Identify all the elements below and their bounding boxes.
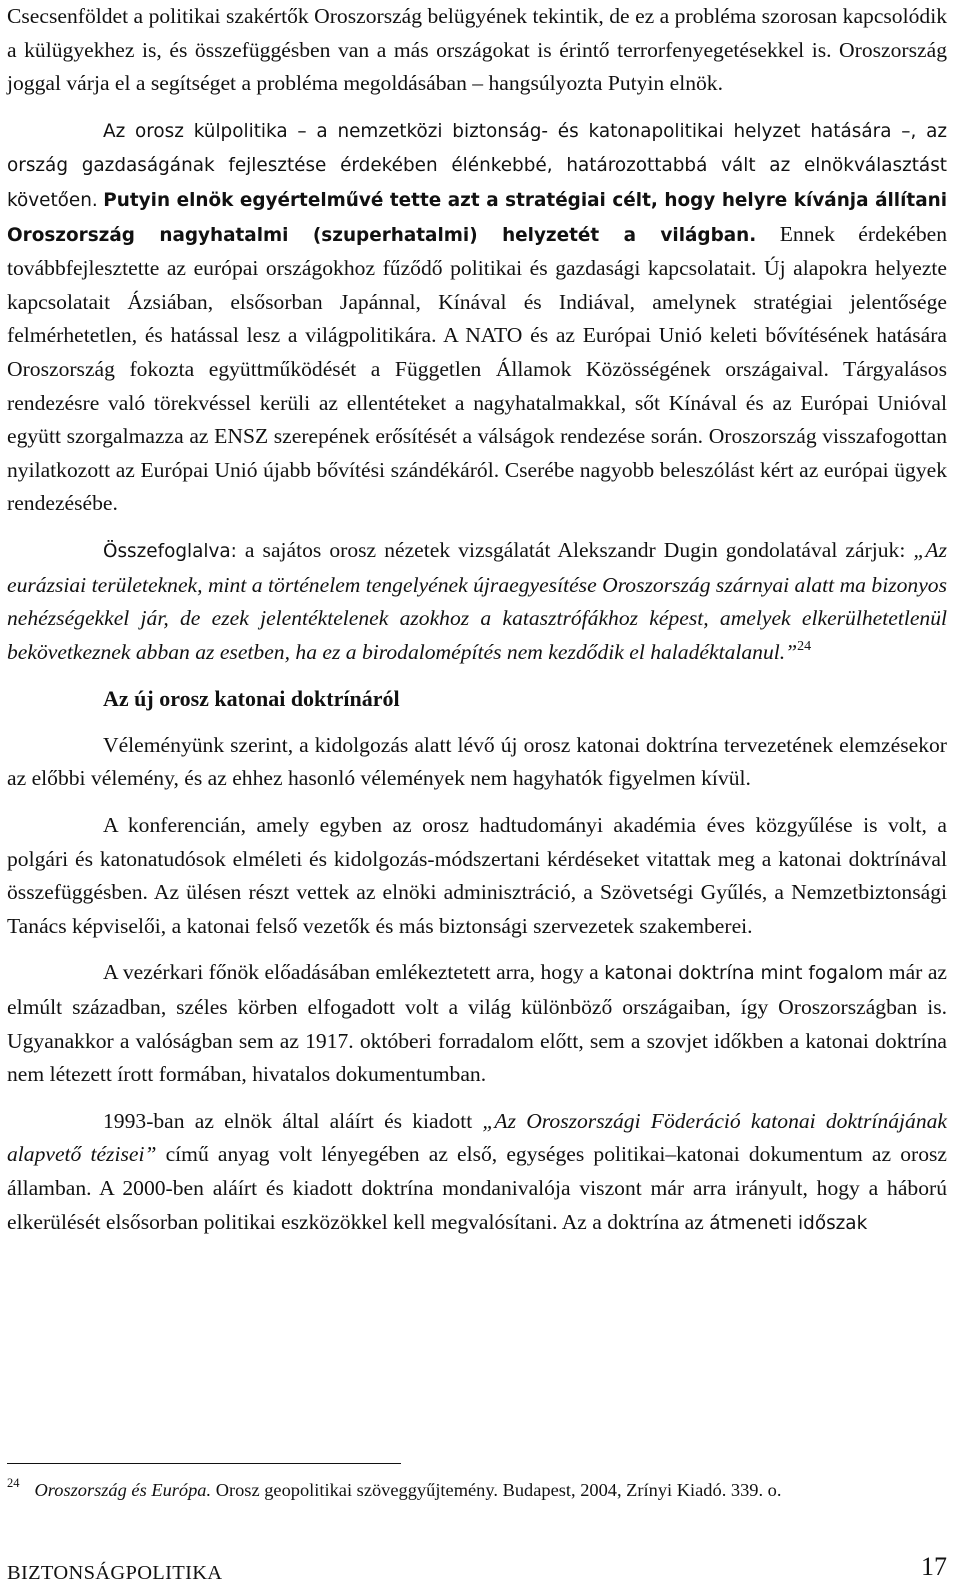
page-number: 17 — [921, 1552, 947, 1581]
paragraph-chechnya — [7, 0, 947, 101]
emphasis-text: Putyin elnök egyértelművé tette azt a stratégiai célt, hogy helyre kívánja állítani Oroszország nagyhatalmi (szuperhatalmi) helyzetét a világban. — [7, 189, 947, 246]
paragraph-text: Csecsenföldet a politikai szakértők Oroszország belügyének tekintik, de ez a probléma szorosan kapcsolódik a külügyekhez is, és összefüggésben van a más országokat is érintő terrorfenyegetésekkel is. Oroszország joggal várja el a segítséget a probléma megoldásában – hangsúlyozta Putyin elnök. — [7, 4, 947, 96]
paragraph-text: Ennek érdekében továbbfejlesztette az európai országokhoz fűződő politikai és gazdasági kapcsolatait. Új alapokra helyezte kapcsolatait Ázsiában, elsősorban Japánnal, Kínával és Indiával, amelynek stratégiai jelentősége felmérhetetlen, és hatással lesz a világpolitikára. A NATO és az Európai Unió keleti bővítésének hatására Oroszország fokozta együttműködését a Független Államok Közösségének országaival. Tárgyalásos rendezésre való törekvéssel kerüli az ellentéteket a nagyhatalmakkal, sőt Kínával és az Európai Unióval együtt szorgalmazza az ENSZ szerepének erősítését a válságok rendezése során. Oroszország visszafogottan nyilatkozott az Európai Unió újabb bővítési szándékáról. Cserébe nagyobb beleszólást kért az európai ügyek rendezésébe. — [7, 221, 948, 516]
doctrine-title-quote: „Az Oroszországi Föderáció katonai doktrínájának alapvető tézisei” — [7, 1108, 947, 1167]
footnote — [7, 1477, 947, 1503]
page-footer — [7, 1550, 947, 1584]
footnote-text: Orosz geopolitikai szöveggyűjtemény. Budapest, 2004, Zrínyi Kiadó. 339. o. — [211, 1480, 782, 1500]
paragraph-text-sans: Az orosz külpolitika – a nemzetközi biztonság- és katonapolitikai helyzet hatására –, az ország gazdaságának fejlesztése érdekében élénkebbé, határozottabbá vált az elnökválasztást követően. — [7, 120, 947, 211]
dugin-quote: „Az eurázsiai területeknek, mint a történelem tengelyének újraegyesítése Oroszország szárnyai alatt ma bizonyos nehézségekkel jár, de ezek jelentéktelenek azokhoz a katasztrófákhoz képest, amelyek elkerülhetetlenül bekövetkeznek abban az esetben, ha ez a birodalomépítés nem kezdődik el haladéktalanul.” — [7, 537, 947, 664]
paragraph-text: A konferencián, amely egyben az orosz hadtudományi akadémia éves közgyűlése is volt, a polgári és katonatudósok elméleti és kidolgozás-módszertani kérdéseket vitattak meg a katonai doktrínával összefüggésben. Az ülésen részt vettek az elnöki adminisztráció, a Szövetségi Gyűlés, a Nemzetbiztonsági Tanács képviselői, a katonai felső vezetők és más biztonsági szervezetek szakemberei. — [7, 813, 947, 938]
page-body — [7, 0, 947, 1240]
footnote-number: 24 — [7, 1476, 20, 1490]
paragraph-opinion — [7, 729, 947, 796]
footnote-reference[interactable]: 24 — [797, 638, 812, 654]
paragraph-summary — [7, 534, 947, 669]
paragraph-conference — [7, 809, 947, 943]
journal-name: BIZTONSÁGPOLITIKA — [7, 1562, 223, 1584]
paragraph-foreign-policy — [7, 114, 947, 521]
paragraph-text: A vezérkari főnök előadásában emlékeztetett arra, hogy a — [103, 960, 605, 985]
footnote-book-title: Oroszország és Európa. — [34, 1480, 212, 1500]
paragraph-text: a sajátos orosz nézetek vizsgálatát Alekszandr Dugin gondolatával zárjuk: — [236, 537, 914, 562]
section-heading: Az új orosz katonai doktrínáról — [103, 686, 400, 712]
paragraph-text: már az elmúlt században, széles körben elfogadott volt a világ különböző országaiban, így Oroszországban is. Ugyanakkor a valóságban sem az 1917. októberi forradalom előtt, sem a szovjet időkben a katonai doktrína nem létezett írott formában, hivatalos dokumentumban. — [7, 960, 947, 1087]
paragraph-chief-of-staff — [7, 956, 947, 1091]
paragraph-text: 1993-ban az elnök által aláírt és kiadott — [103, 1108, 483, 1133]
paragraph-1993-doctrine — [7, 1105, 947, 1240]
emphasis-text: átmeneti időszak — [709, 1212, 868, 1234]
paragraph-text: című anyag volt lényegében az első, egységes politikai–katonai dokumentum az orosz államban. A 2000-ben aláírt és kiadott doktrína mondanivalója viszont már arra irányult, hogy a háború elkerülését elsősorban politikai eszközökkel kell megvalósítani. Az a doktrína az — [7, 1142, 947, 1234]
summary-label: Összefoglalva: — [103, 540, 237, 562]
paragraph-text: Véleményünk szerint, a kidolgozás alatt lévő új orosz katonai doktrína tervezetének elemzésekor az előbbi vélemény, és az ehhez hasonló vélemények nem hagyhatók figyelmen kívül. — [7, 732, 947, 791]
emphasis-text: katonai doktrína mint fogalom — [604, 963, 884, 985]
footnote-divider — [7, 1463, 401, 1464]
